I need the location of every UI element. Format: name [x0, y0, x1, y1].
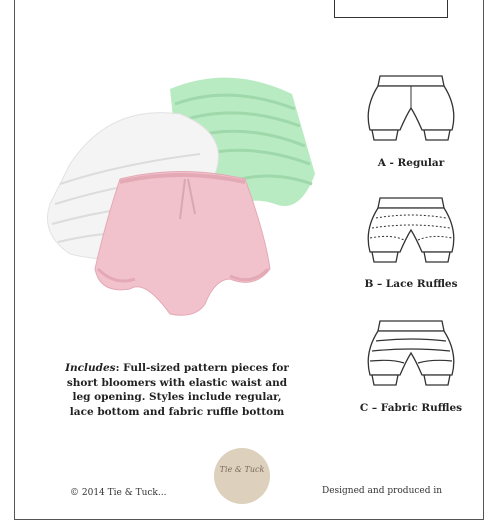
- style-c-sketch: [362, 313, 460, 395]
- style-c-label: C – Fabric Ruffles: [359, 402, 463, 414]
- brand-logo: [214, 448, 270, 504]
- includes-text: : Full-sized pattern pieces for short bloomers with elastic waist and leg opening. Styles include regular, lace bottom and fabric ruffle bottom: [66, 362, 289, 418]
- copyright-text: © 2014 Tie & Tuck...: [70, 488, 167, 498]
- bloomers-photo: [30, 64, 330, 334]
- title-box: [334, 0, 448, 18]
- brand-logo-text: Tie & Tuck: [219, 465, 265, 474]
- includes-paragraph: [62, 361, 292, 419]
- includes-lead: Includes: [65, 362, 116, 374]
- style-a-label: A - Regular: [377, 157, 445, 169]
- pink-regular-bloomers: [95, 172, 270, 316]
- style-b-sketch: [362, 190, 460, 272]
- designed-text: Designed and produced in: [322, 486, 443, 496]
- style-b-label: B – Lace Ruffles: [364, 278, 458, 290]
- style-a-sketch: [362, 68, 460, 150]
